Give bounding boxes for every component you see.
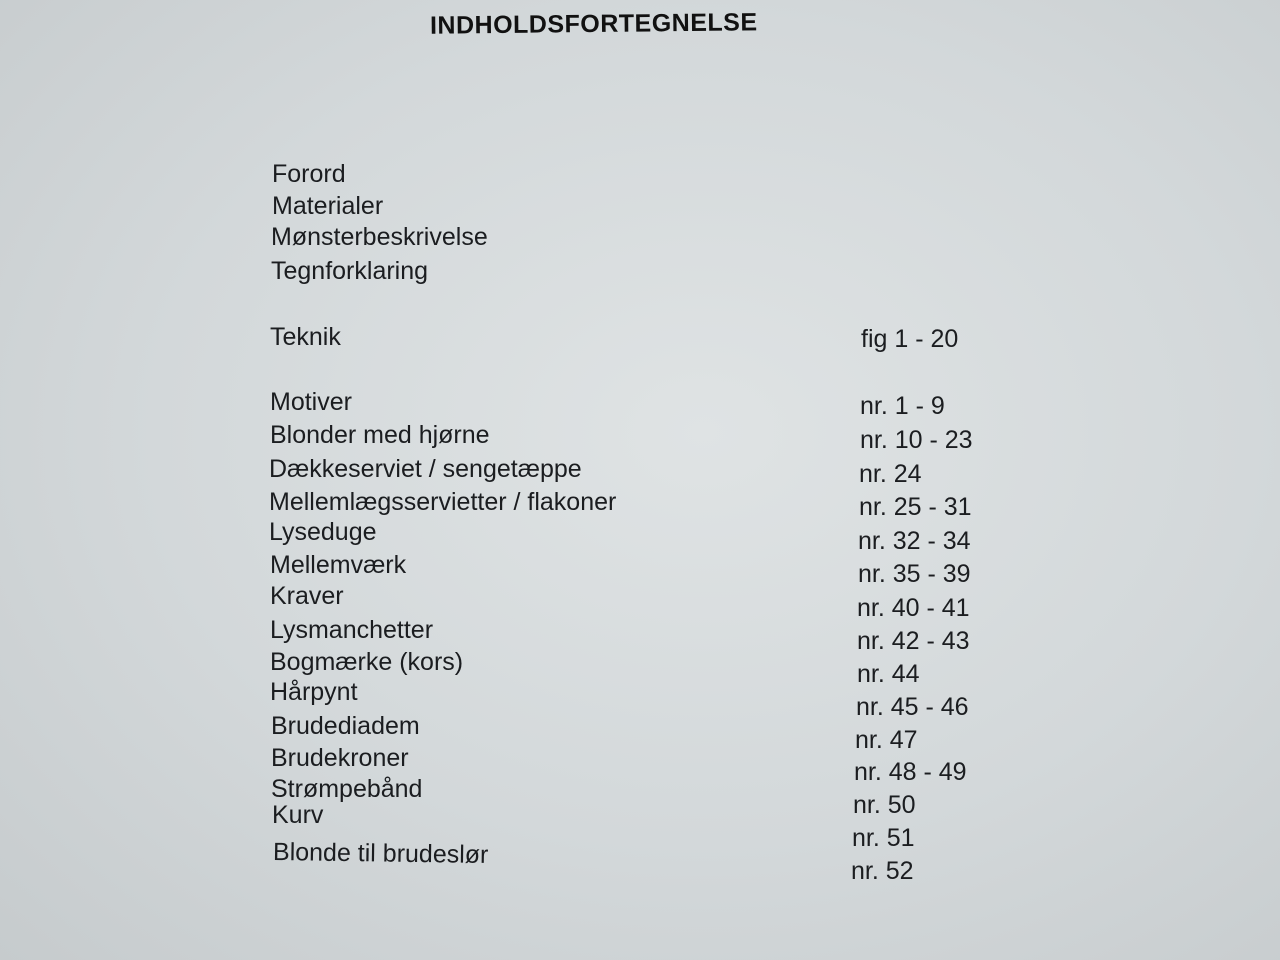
toc-entry: Kurv: [272, 801, 324, 829]
toc-entry: Dækkeserviet / sengetæppe: [269, 455, 582, 483]
toc-entry: Motiver: [270, 388, 352, 416]
toc-entry: Blonde til brudeslør: [272, 838, 489, 870]
toc-entry: Brudekroner: [271, 744, 409, 772]
toc-entry: Mellemlægsservietter / flakoner: [269, 488, 617, 516]
toc-entry-teknik: Teknik: [270, 323, 341, 351]
toc-ref: nr. 48 - 49: [854, 758, 967, 786]
toc-entry-materialer: Materialer: [272, 192, 384, 220]
toc-ref: nr. 51: [852, 824, 915, 852]
toc-ref: nr. 44: [857, 660, 920, 688]
toc-entry-forord: Forord: [272, 160, 346, 188]
toc-ref: nr. 45 - 46: [856, 693, 969, 721]
toc-entry: Lyseduge: [269, 518, 377, 546]
toc-ref: nr. 10 - 23: [860, 426, 973, 454]
toc-entry: Brudediadem: [271, 712, 420, 740]
toc-ref: nr. 42 - 43: [857, 627, 970, 655]
toc-ref: nr. 47: [855, 726, 918, 754]
toc-ref: nr. 1 - 9: [860, 392, 945, 420]
toc-entry: Lysmanchetter: [270, 616, 434, 644]
toc-entry: Bogmærke (kors): [270, 648, 464, 676]
toc-ref: nr. 32 - 34: [858, 527, 971, 555]
toc-entry-tegnforklaring: Tegnforklaring: [271, 257, 429, 285]
toc-entry: Kraver: [270, 582, 344, 610]
toc-entry: Strømpebånd: [271, 775, 423, 803]
toc-ref: nr. 40 - 41: [857, 594, 970, 622]
toc-entry: Blonder med hjørne: [270, 421, 490, 449]
toc-ref: nr. 52: [851, 857, 914, 885]
toc-ref: nr. 25 - 31: [859, 493, 972, 521]
toc-ref-teknik: fig 1 - 20: [861, 325, 959, 353]
toc-entry: Mellemværk: [270, 551, 407, 579]
page-title: INDHOLDSFORTEGNELSE: [429, 8, 758, 40]
toc-ref: nr. 50: [853, 791, 916, 819]
toc-entry: Hårpynt: [270, 678, 358, 706]
toc-ref: nr. 35 - 39: [858, 560, 971, 588]
toc-ref: nr. 24: [859, 460, 922, 488]
toc-entry-monsterbeskrivelse: Mønsterbeskrivelse: [271, 223, 488, 251]
